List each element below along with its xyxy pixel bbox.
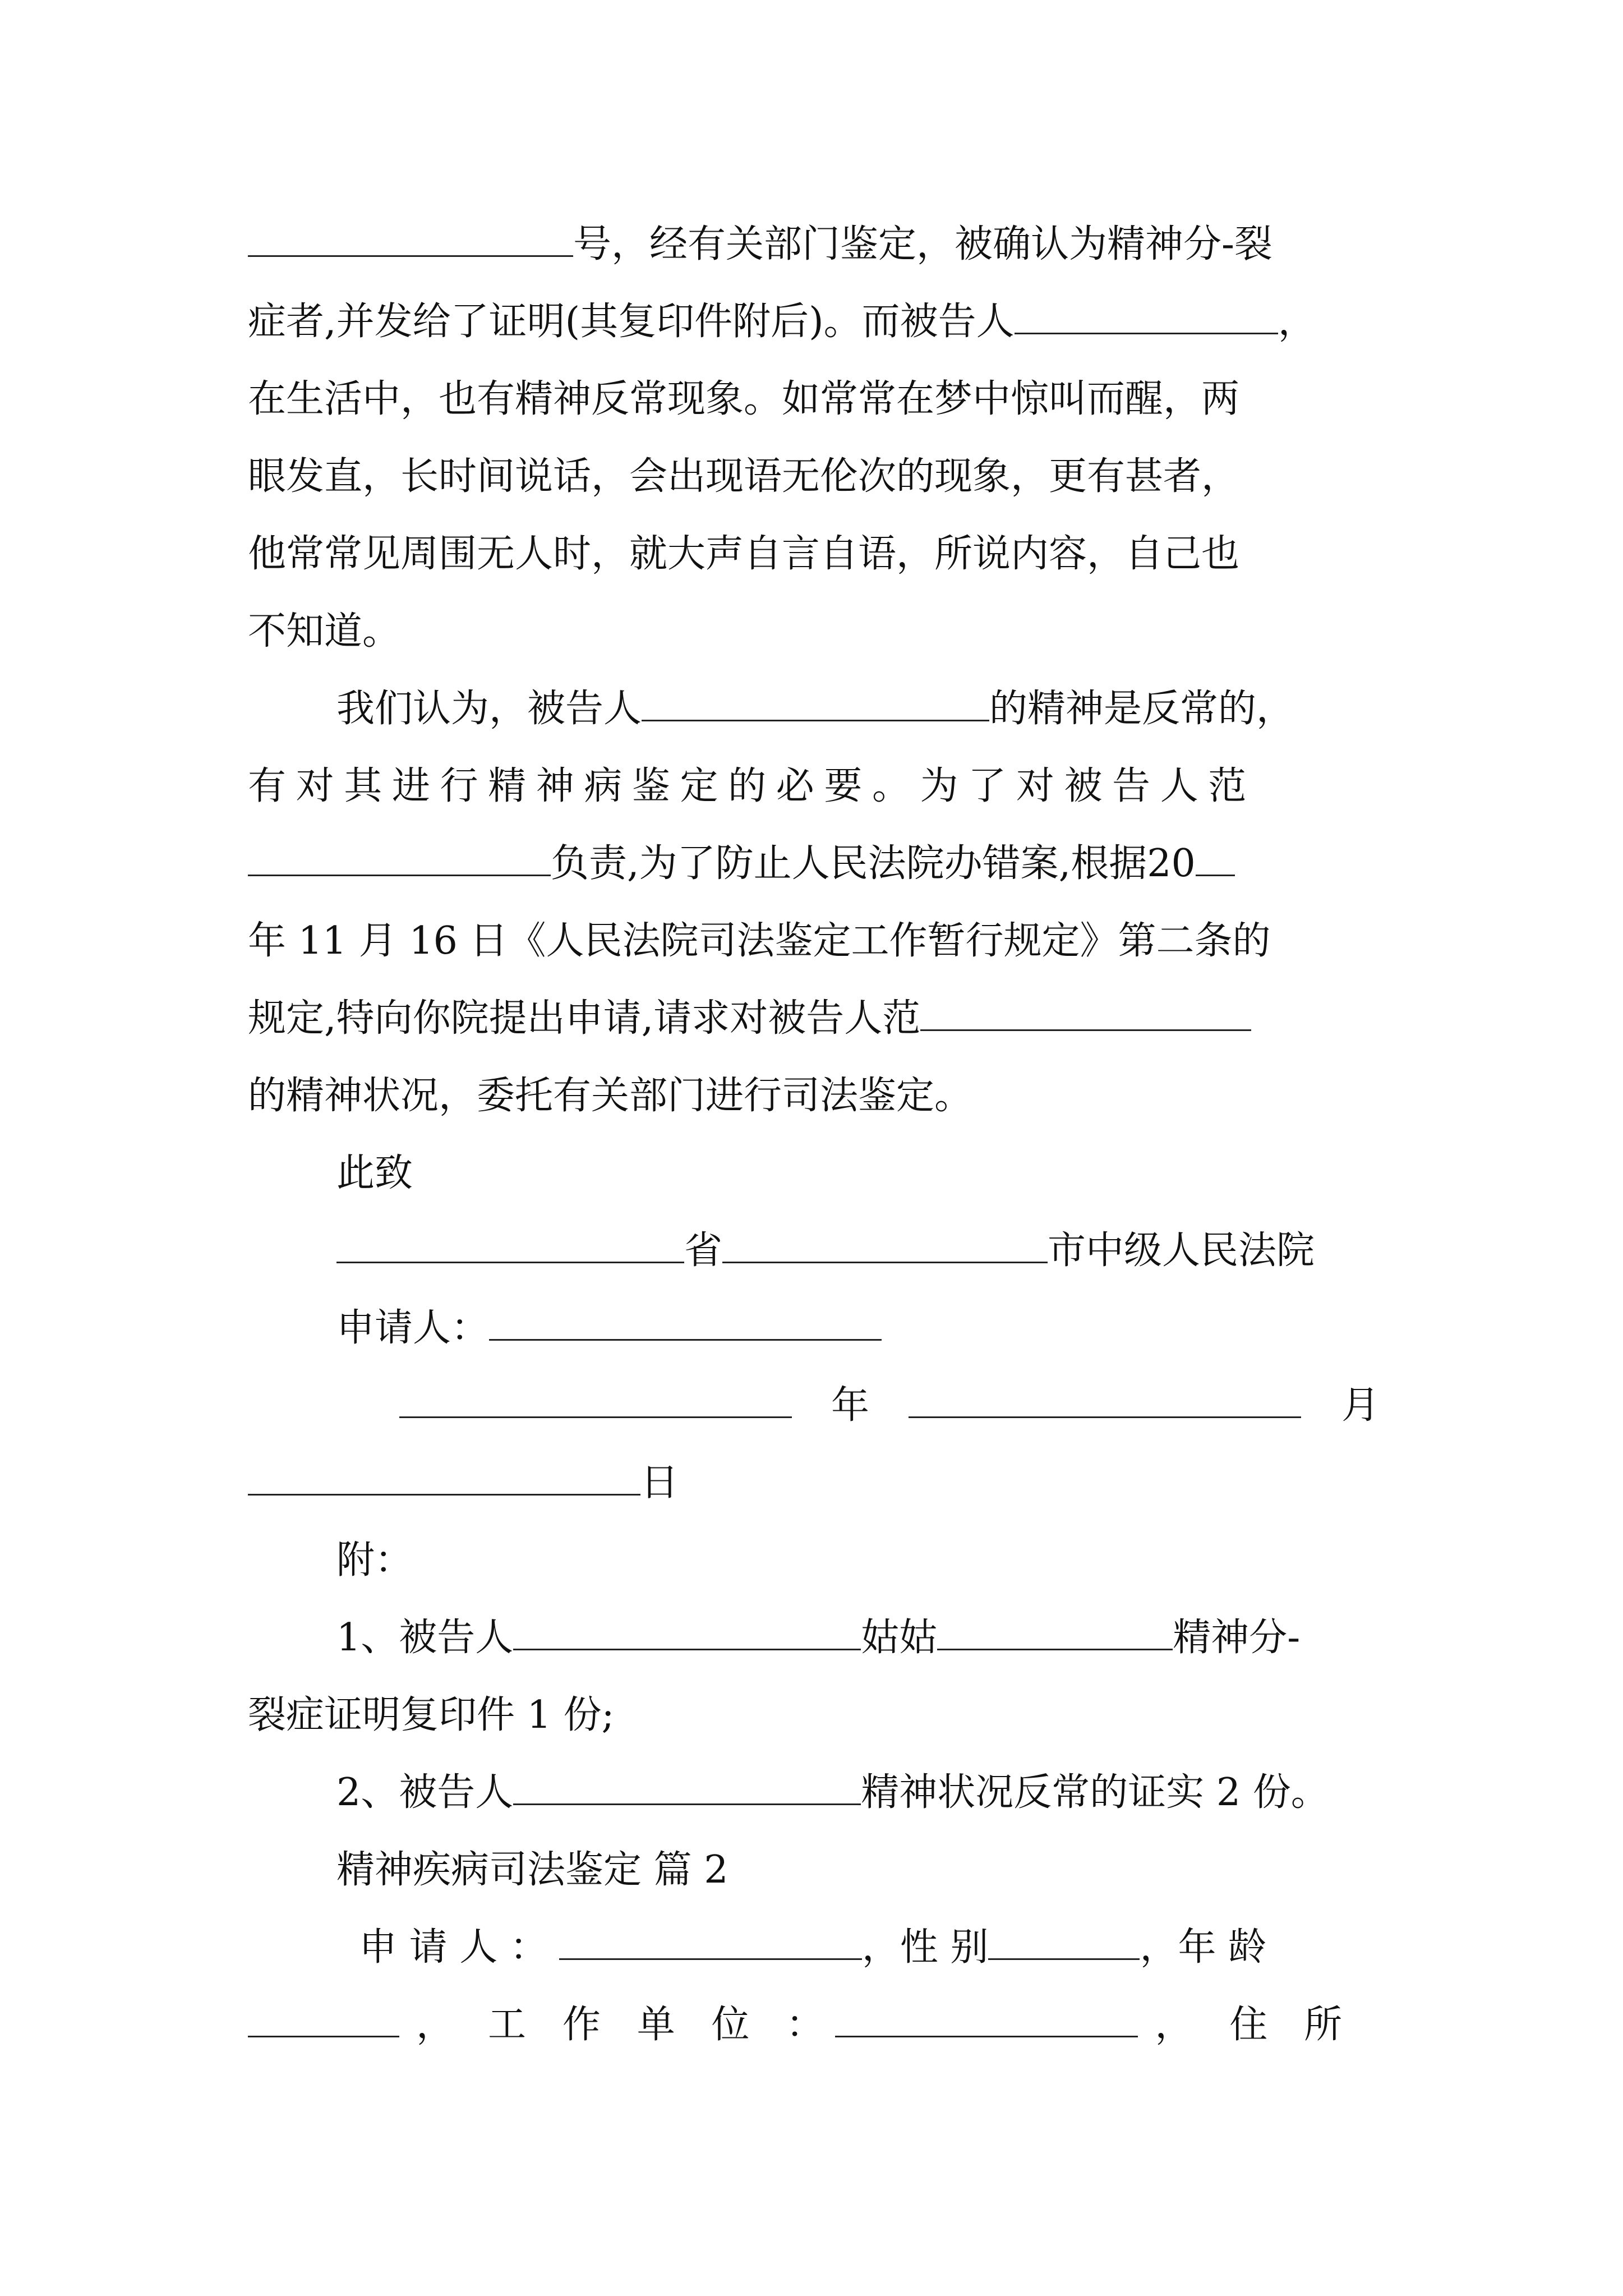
line-text: 省 [684,1228,723,1273]
text-line-12 [248,1069,1386,1123]
text-line-9 [248,837,1386,891]
line-text: ， [1278,300,1316,344]
applicant-line [336,1301,1386,1355]
defendant-name-blank[interactable] [920,995,1251,1031]
aunt-name-blank[interactable] [937,1614,1173,1650]
applicant-info-line [359,1921,1386,1975]
line-text: 申 请 人 ： [359,1925,548,1970]
line-text: 申请人： [336,1306,490,1350]
salutation [336,1147,1386,1200]
day-blank[interactable] [248,1459,640,1496]
line-text: 我们认为，被告人 [336,687,642,731]
applicant-info-line-2 [248,1998,1386,2052]
line-text: 号，经有关部门鉴定，被确认为精神分-裂 [573,222,1272,266]
line-text: 1、被告人 [336,1616,514,1660]
text-line-2 [248,295,1386,349]
text-line-1 [248,218,1386,272]
line-text: 症者,并发给了证明(其复印件附后)。而被告人 [248,300,1015,344]
line-text: 精神分- [1173,1616,1301,1660]
attachment-item-1 [336,1611,1386,1665]
attachment-item-1-cont [248,1688,1386,1742]
line-text: 年 11 月 16 日《人民法院司法鉴定工作暂行规定》第二条的 [248,919,1271,963]
line-text: ，性 别 [861,1925,989,1970]
month-blank[interactable] [909,1382,1301,1418]
text-line-3 [248,372,1386,426]
line-text: 在生活中，也有精神反常现象。如常常在梦中惊叫而醒，两 [248,377,1240,421]
line-text: 规定,特向你院提出申请,请求对被告人范 [248,996,921,1041]
line-text: 年 [831,1383,869,1428]
line-text: 月 [1341,1383,1380,1428]
section-heading [336,1843,1386,1897]
line-text: 有 对 其 进 行 精 神 病 鉴 定 的 必 要 。 为 了 对 被 告 人 范 [248,764,1246,808]
text-line-5 [248,527,1386,581]
defendant-name-blank[interactable] [642,685,989,721]
text-line-7 [336,682,1386,736]
applicant-blank[interactable] [489,1304,882,1341]
line-text: 的精神是反常的， [989,687,1295,731]
workplace-blank[interactable] [835,2001,1138,2037]
line-text: 精神状况反常的证实 2 份。 [861,1770,1329,1815]
year-blank[interactable] [1196,840,1235,876]
line-text: 市中级人民法院 [1048,1228,1315,1273]
age-blank[interactable] [248,2001,399,2037]
line-text: 此致 [336,1151,413,1195]
line-text: 的精神状况，委托有关部门进行司法鉴定。 [248,1074,973,1118]
text-line-11 [248,992,1386,1046]
date-line [399,1379,1386,1433]
text-line-4 [248,450,1386,504]
gender-blank[interactable] [988,1924,1140,1960]
defendant-name-blank[interactable] [513,1614,861,1650]
line-text: ， [416,2003,455,2047]
court-address-line [336,1224,1386,1278]
city-blank[interactable] [722,1227,1048,1263]
attachment-heading [336,1534,1386,1588]
line-text: 裂症证明复印件 1 份; [248,1693,615,1737]
line-text: ，年 龄 [1140,1925,1267,1970]
province-blank[interactable] [336,1227,684,1263]
text-line-10 [248,914,1386,968]
defendant-name-blank[interactable] [248,840,551,876]
year-blank[interactable] [399,1382,792,1418]
defendant-name-blank[interactable] [1015,298,1278,334]
line-text: 工 作 单 位 ： [488,2003,824,2047]
line-text: 他常常见周围无人时，就大声自言自语，所说内容，自己也 [248,532,1240,576]
line-text: 2、被告人 [336,1770,514,1815]
line-text: 精神疾病司法鉴定 篇 2 [336,1848,728,1892]
fill-blank[interactable] [248,220,573,257]
line-text: 日 [640,1461,679,1505]
line-text: ， 住 所 [1155,2003,1343,2047]
day-line [248,1456,1386,1510]
attachment-item-2 [336,1766,1386,1820]
text-line-6 [248,605,1386,659]
line-text: 姑姑 [861,1616,938,1660]
applicant-name-blank[interactable] [559,1924,862,1960]
text-line-8 [248,760,1386,813]
line-text: 负责,为了防止人民法院办错案,根据20 [551,841,1196,886]
line-text: 不知道。 [248,609,401,654]
defendant-name-blank[interactable] [513,1769,861,1805]
line-text: 附： [336,1538,413,1582]
line-text: 眼发直，长时间说话，会出现语无伦次的现象，更有甚者， [248,454,1240,499]
